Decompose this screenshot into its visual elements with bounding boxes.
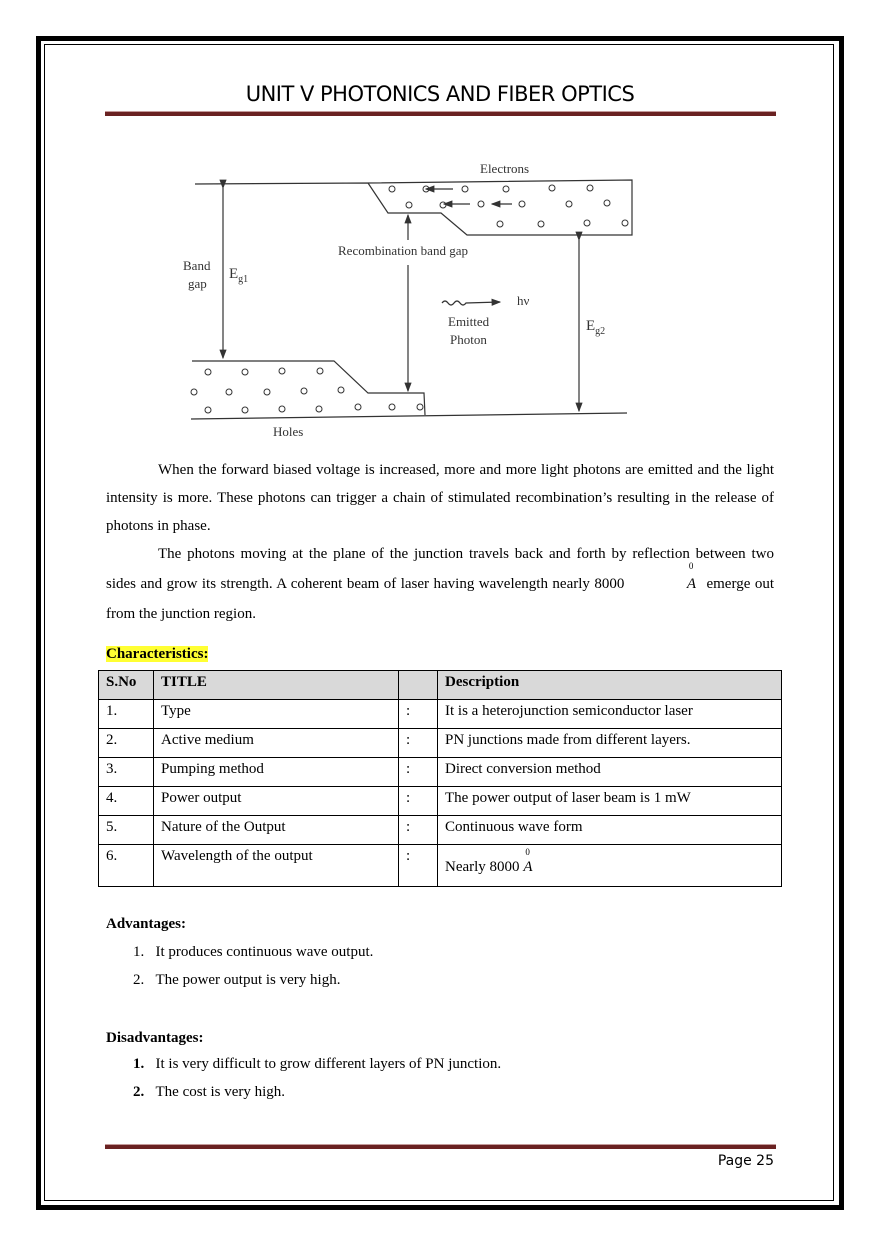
header-rule — [105, 111, 776, 116]
table-row: 6. Wavelength of the output : Nearly 8000 0 A — [99, 845, 782, 887]
angstrom-symbol: 0 A — [686, 561, 697, 592]
list-item: 1. It produces continuous wave output. — [133, 944, 374, 960]
valence-band — [192, 361, 425, 415]
paragraph-2: The photons moving at the plane of the junction travels back and forth by reflection between two sides and grow its strength. A coherent beam of laser having wavelength nearly 8000 0 A emerge out from the junction region. — [106, 546, 774, 622]
valence-band-bottom — [191, 413, 627, 419]
list-item: 1. It is very difficult to grow different layers of PN junction. — [133, 1056, 502, 1072]
holes-label: Holes — [273, 424, 304, 439]
table-row: 2. Active medium : PN junctions made from different layers. — [99, 729, 782, 758]
paragraph-1: When the forward biased voltage is increased, more and more light photons are emitted and the light intensity is more. These photons can trigger a chain of stimulated recombination’s resulting in the release of photons in phase. — [106, 462, 774, 534]
emitted-label: Emitted — [448, 314, 490, 329]
advantages-list — [133, 944, 373, 1000]
electrons-label: Electrons — [480, 161, 530, 176]
hv-label: hν — [517, 293, 530, 308]
page-number: Page 25 — [717, 1153, 774, 1169]
page-header-title: UNIT V PHOTONICS AND FIBER OPTICS — [245, 82, 635, 106]
disadvantages-list — [133, 1056, 501, 1112]
eg1-label: $E_{g1}$ — [229, 266, 249, 285]
conduction-band — [195, 180, 632, 235]
photon-label: Photon — [450, 332, 487, 347]
advantages-heading: Advantages: — [106, 916, 187, 932]
table-header-row: S.No TITLE Description — [99, 671, 782, 700]
angstrom-symbol: 0 A — [523, 847, 533, 875]
characteristics-heading: Characteristics: — [106, 646, 209, 662]
list-item: 2. The cost is very high. — [133, 1084, 286, 1100]
band-label: Band — [183, 258, 211, 273]
characteristics-table — [98, 670, 782, 887]
table-row: 1. Type : It is a heterojunction semiconductor laser — [99, 700, 782, 729]
table-row: 4. Power output : The power output of laser beam is 1 mW — [99, 787, 782, 816]
photon-wave-icon — [442, 301, 500, 305]
list-item: 2. The power output is very high. — [133, 972, 341, 988]
disadvantages-heading: Disadvantages: — [106, 1030, 204, 1046]
table-row: 3. Pumping method : Direct conversion method — [99, 758, 782, 787]
table-row: 5. Nature of the Output : Continuous wave form — [99, 816, 782, 845]
band-diagram — [160, 130, 660, 450]
eg2-label: $E_{g2}$ — [586, 318, 606, 337]
carrier-dots — [191, 185, 628, 413]
recombination-label: Recombination band gap — [338, 243, 468, 258]
gap-label: gap — [188, 276, 207, 291]
footer-rule — [105, 1144, 776, 1149]
